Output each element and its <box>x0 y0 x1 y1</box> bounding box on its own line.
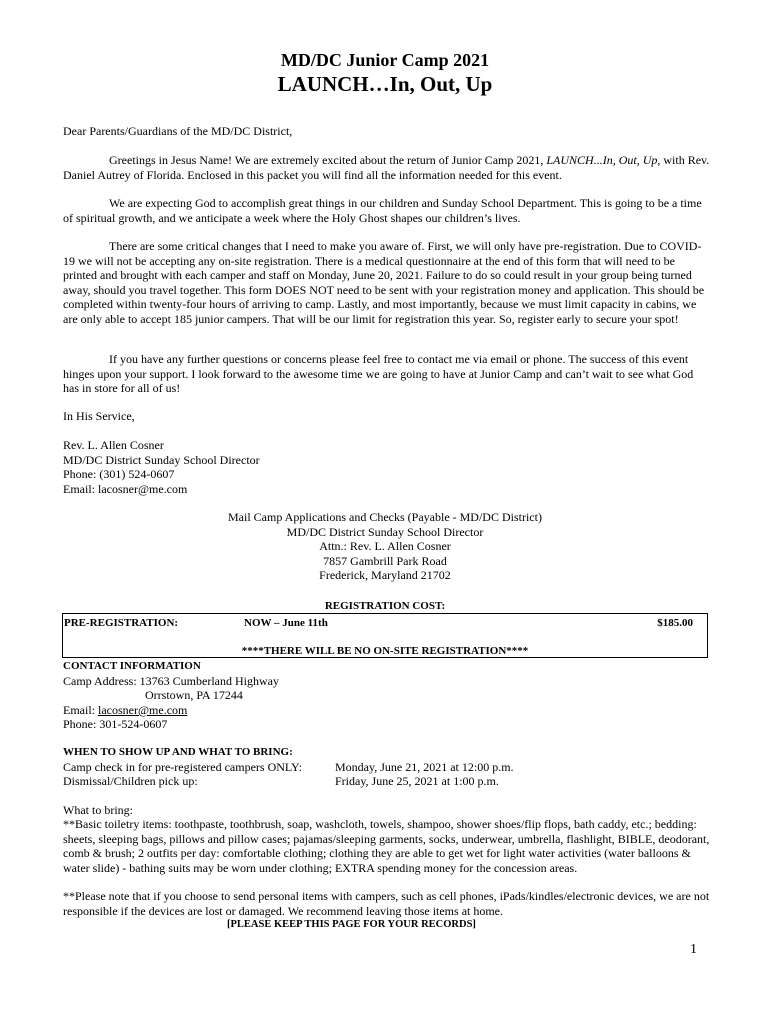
dismissal-label: Dismissal/Children pick up: <box>63 774 198 788</box>
mailing-address-block <box>0 510 770 583</box>
personal-items-note: **Please note that if you choose to send personal items with campers, such as cell phones, iPads/kindles/electronic devices, we are not responsible if the devices are lost or damaged. We recommend leaving those items at home. <box>63 889 710 918</box>
mail-line-3: Attn.: Rev. L. Allen Cosner <box>319 539 451 553</box>
paragraph-questions: If you have any further questions or concerns please feel free to contact me via email or phone. The success of this event hinges upon your support. I look forward to the awesome time we are going to have at Junior Camp and can’t wait to see what God has in store for all of us! <box>63 352 694 395</box>
schedule-heading: WHEN TO SHOW UP AND WHAT TO BRING: <box>63 746 293 758</box>
document-subtitle: LAUNCH…In, Out, Up <box>277 72 493 96</box>
dismissal-time: Friday, June 25, 2021 at 1:00 p.m. <box>335 774 499 788</box>
page-number: 1 <box>690 942 697 957</box>
signature-email: Email: lacosner@me.com <box>63 481 188 496</box>
contact-email-link[interactable]: lacosner@me.com <box>98 703 188 717</box>
camp-theme: LAUNCH...In, Out, Up <box>546 153 658 167</box>
paragraph-greeting-part1: Greetings in Jesus Name! We are extremely excited about the return of Junior Camp 2021, <box>109 153 547 167</box>
what-to-bring-heading: What to bring: <box>63 803 133 817</box>
checkin-time: Monday, June 21, 2021 at 12:00 p.m. <box>335 760 514 774</box>
signature-block <box>63 438 711 496</box>
contact-phone: Phone: 301-524-0607 <box>63 717 168 731</box>
document-title: MD/DC Junior Camp 2021 <box>280 50 490 70</box>
paragraph-greeting <box>63 153 711 182</box>
checkin-label: Camp check in for pre-registered campers ONLY: <box>63 760 302 774</box>
pre-registration-price: $185.00 <box>657 617 693 629</box>
camp-address-line-2: Orrstown, PA 17244 <box>145 688 243 702</box>
signature-name: Rev. L. Allen Cosner <box>63 438 164 452</box>
camp-address-line-1: Camp Address: 13763 Cumberland Highway <box>63 674 279 688</box>
no-onsite-registration-note: ****THERE WILL BE NO ON-SITE REGISTRATION**** <box>241 645 529 657</box>
pre-registration-label: PRE-REGISTRATION: <box>64 617 179 629</box>
signature-title: MD/DC District Sunday School Director <box>63 452 260 467</box>
registration-cost-heading: REGISTRATION COST: <box>324 600 446 612</box>
mail-line-1: Mail Camp Applications and Checks (Payable - MD/DC District) <box>228 510 542 524</box>
signature-phone: Phone: (301) 524-0607 <box>63 467 175 481</box>
contact-email-label: Email: <box>63 703 98 717</box>
paragraph-changes: There are some critical changes that I need to make you aware of. First, we will only have pre-registration. Due to COVID-19 we will not be accepting any on-site registration. There is a medical questionnaire at the end of this form that will need to be printed and brought with each camper and staff on Monday, June 20, 2021. Failure to do so could result in your group being turned away, should you travel together. This form DOES NOT need to be sent with your registration money and application. This should be completed within twenty-four hours of arriving to camp. Lastly, and most importantly, because we must limit capacity in cabins, we are only able to accept 185 junior campers. That will be our limit for registration this year. So, register early to secure your spot! <box>63 239 705 326</box>
keep-records-note: [PLEASE KEEP THIS PAGE FOR YOUR RECORDS] <box>227 919 476 930</box>
mail-line-4: 7857 Gambrill Park Road <box>323 553 447 568</box>
what-to-bring-items: **Basic toiletry items: toothpaste, toothbrush, soap, washcloth, towels, shampoo, shower shoes/flip flops, bath caddy, etc.; bedding: sheets, sleeping bags, pillows and pillow cases; pajamas/sleeping garments, socks, underwear, umbrella, flashlight, BIBLE, deodorant, comb & brush; 2 outfits per day: comfortable clothing; clothing they are able to get wet for light water activities (water balloons & water slide) - bathing suits may be worn under clothing; EXTRA spending money for the concession areas. <box>63 817 710 875</box>
closing: In His Service, <box>63 409 135 423</box>
salutation: Dear Parents/Guardians of the MD/DC District, <box>63 124 293 138</box>
paragraph-greeting-part2: , with Rev. Daniel Autrey of Florida. Enclosed in this packet you will find all the information needed for this event. <box>63 153 710 182</box>
contact-heading: CONTACT INFORMATION <box>63 660 201 672</box>
contact-email <box>63 703 187 718</box>
mail-line-5: Frederick, Maryland 21702 <box>319 568 451 582</box>
mail-line-2: MD/DC District Sunday School Director <box>286 524 484 539</box>
paragraph-expectations: We are expecting God to accomplish great things in our children and Sunday School Department. This is going to be a time of spiritual growth, and we anticipate a week where the Holy Ghost shapes our children’s lives. <box>63 196 702 225</box>
pre-registration-dates: NOW – June 11th <box>244 617 328 629</box>
